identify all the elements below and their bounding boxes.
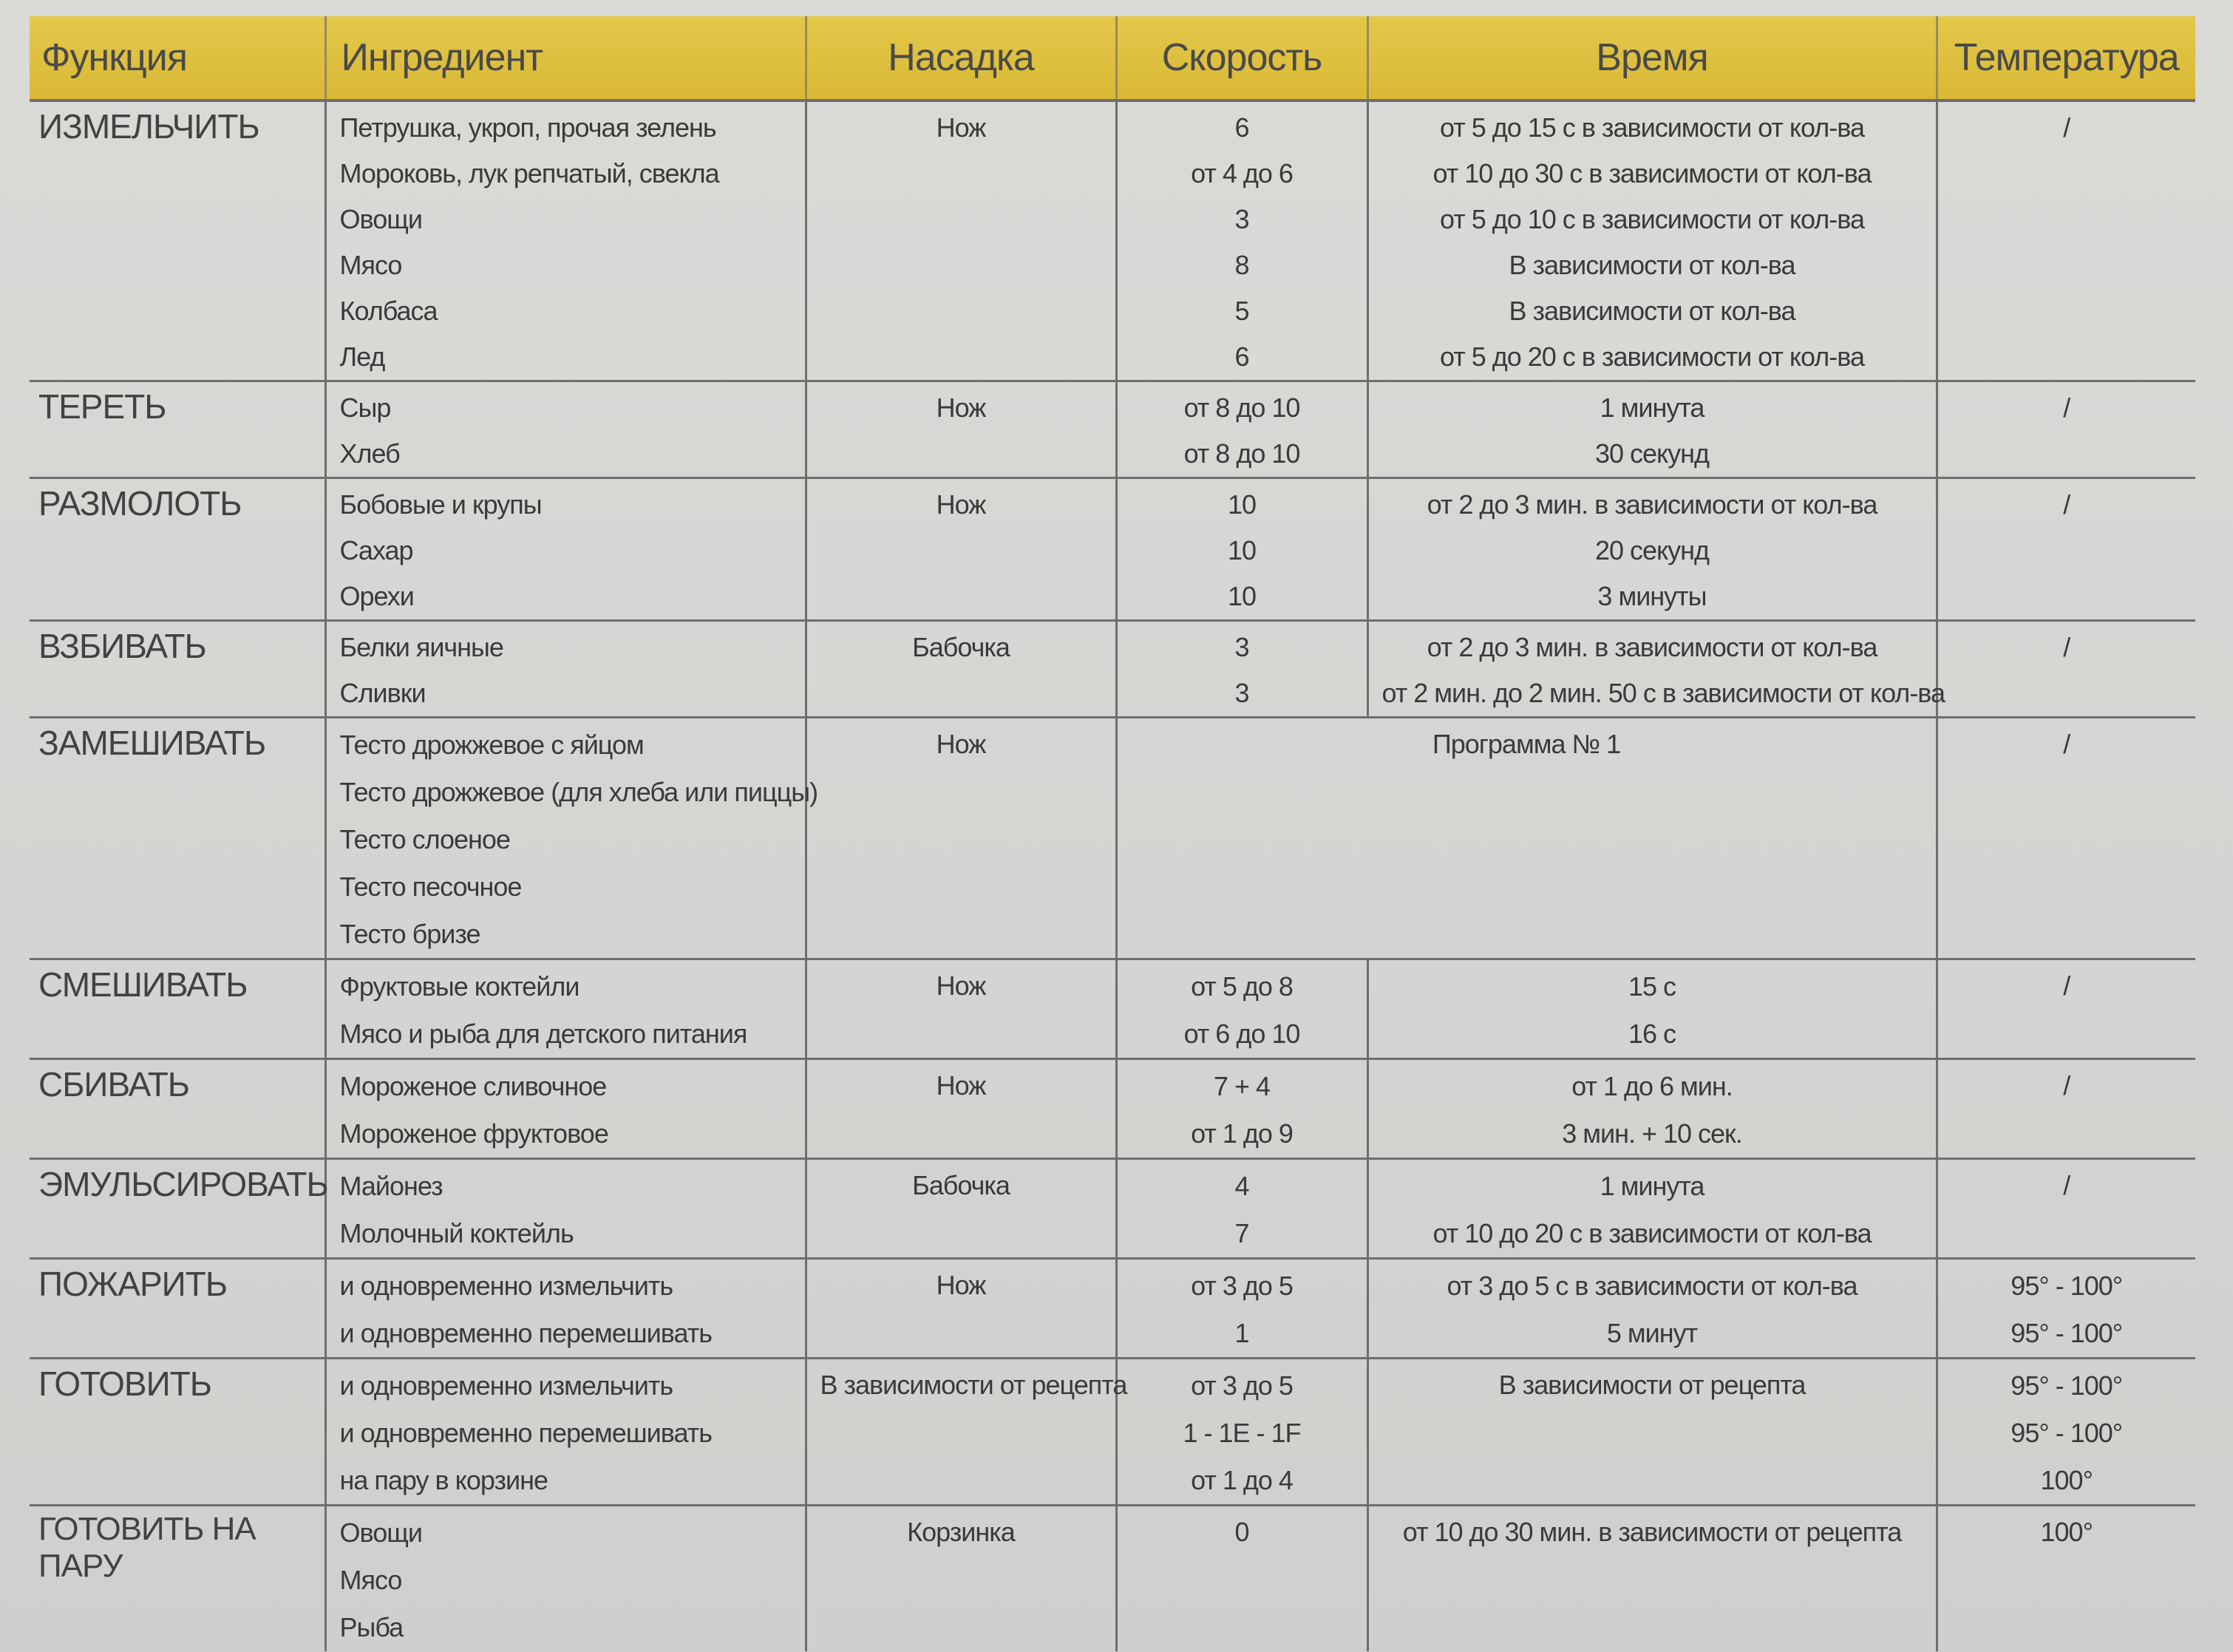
function-cell: ТЕРЕТЬ xyxy=(30,381,325,478)
ingredient: Бобовые и крупы xyxy=(339,489,542,520)
table-row xyxy=(30,101,2195,381)
function-cell: СМЕШИВАТЬ xyxy=(30,959,325,1059)
temperature-cell xyxy=(1937,1059,2195,1159)
temperature-cell xyxy=(1937,1506,2195,1652)
speed: 10 xyxy=(1227,489,1257,520)
ingredient: Рыба xyxy=(339,1612,404,1642)
speed-cell xyxy=(1116,959,1367,1059)
speed: от 6 до 10 xyxy=(1183,1019,1300,1049)
ingredient: Мороженое фруктовое xyxy=(339,1118,608,1149)
attachment-cell xyxy=(806,621,1116,718)
time-cell xyxy=(1367,1159,1937,1259)
speed: от 4 до 6 xyxy=(1191,158,1293,188)
time: В зависимости от кол-ва xyxy=(1509,296,1795,326)
table-row xyxy=(30,621,2195,718)
function-cell: ГОТОВИТЬ НА ПАРУ xyxy=(30,1506,325,1652)
ingredients-cell xyxy=(325,621,806,718)
time-cell xyxy=(1367,1059,1937,1159)
table-row xyxy=(30,1059,2195,1159)
ingredient: Мясо и рыба для детского питания xyxy=(339,1019,747,1049)
table-row xyxy=(30,478,2195,621)
time: от 2 до 3 мин. в зависимости от кол-ва xyxy=(1427,489,1877,520)
attachment-cell xyxy=(806,718,1116,959)
ingredients-cell xyxy=(325,1059,806,1159)
temperature: / xyxy=(2063,1170,2070,1200)
attachment: Корзинка xyxy=(907,1517,1015,1547)
time: от 1 до 6 мин. xyxy=(1571,1071,1733,1101)
function-cell: ЗАМЕШИВАТЬ xyxy=(30,718,325,959)
speed: 3 xyxy=(1234,632,1249,662)
time: В зависимости от рецепта xyxy=(1498,1370,1806,1400)
function-cell: РАЗМОЛОТЬ xyxy=(30,478,325,621)
function-cell: ПОЖАРИТЬ xyxy=(30,1259,325,1359)
speed: 7 + 4 xyxy=(1213,1071,1271,1101)
ingredients-cell xyxy=(325,718,818,959)
attachment: В зависимости от рецепта xyxy=(820,1370,1127,1400)
temperature-cell xyxy=(1937,381,2195,478)
ingredient: Сливки xyxy=(339,678,426,708)
attachment-cell xyxy=(806,959,1116,1059)
attachment: Нож xyxy=(936,1270,986,1300)
time-cell xyxy=(1367,1259,1937,1359)
header-function: Функция xyxy=(30,16,325,101)
speed: 3 xyxy=(1234,204,1249,234)
speed: 4 xyxy=(1234,1171,1249,1201)
table-row xyxy=(30,1159,2195,1259)
ingredient: Орехи xyxy=(339,581,414,611)
speed: 0 xyxy=(1234,1517,1249,1547)
attachment-cell xyxy=(806,1259,1116,1359)
time-cell xyxy=(1367,621,1945,718)
ingredients-cell xyxy=(325,1359,806,1506)
speed: 6 xyxy=(1234,341,1249,372)
time: от 2 до 3 мин. в зависимости от кол-ва xyxy=(1427,632,1877,662)
ingredient: Майонез xyxy=(339,1171,443,1201)
ingredient: Тесто дрожжевое с яйцом xyxy=(339,730,644,760)
ingredient: Тесто дрожжевое (для хлеба или пиццы) xyxy=(339,777,818,807)
ingredient: и одновременно перемешивать xyxy=(339,1418,712,1448)
temperature: / xyxy=(2063,632,2070,662)
table-row xyxy=(30,381,2195,478)
time-cell xyxy=(1367,478,1937,621)
speed: 5 xyxy=(1234,296,1249,326)
temperature: 95° - 100° xyxy=(2011,1418,2123,1448)
ingredients-cell xyxy=(325,478,806,621)
cooking-modes-table xyxy=(30,16,2195,1651)
time: от 10 до 20 с в зависимости от кол-ва xyxy=(1432,1218,1872,1248)
time: 15 с xyxy=(1628,971,1676,1002)
ingredient: Тесто слоеное xyxy=(339,824,510,854)
ingredient: Хлеб xyxy=(339,438,400,469)
speed: 3 xyxy=(1234,678,1249,708)
speed-cell xyxy=(1116,478,1367,621)
time: 3 минуты xyxy=(1597,581,1707,611)
function-cell: ЭМУЛЬСИРОВАТЬ xyxy=(30,1159,325,1259)
ingredients-cell xyxy=(325,1159,806,1259)
time: от 5 до 15 с в зависимости от кол-ва xyxy=(1439,112,1865,143)
ingredient: Мясо xyxy=(339,1565,402,1595)
speed: 8 xyxy=(1234,250,1249,280)
temperature-cell xyxy=(1937,621,2195,718)
table-row xyxy=(30,1259,2195,1359)
time-cell xyxy=(1367,381,1937,478)
time: 16 с xyxy=(1628,1019,1676,1049)
attachment: Нож xyxy=(936,729,986,759)
ingredients-cell xyxy=(325,959,806,1059)
header-speed: Скорость xyxy=(1116,16,1367,101)
attachment: Бабочка xyxy=(912,1170,1010,1200)
attachment-cell xyxy=(806,1059,1116,1159)
temperature-cell xyxy=(1937,478,2195,621)
function-cell: ГОТОВИТЬ xyxy=(30,1359,325,1506)
time: от 3 до 5 с в зависимости от кол-ва xyxy=(1447,1271,1858,1301)
attachment: Бабочка xyxy=(912,632,1010,662)
speed-cell xyxy=(1116,101,1367,381)
temperature-cell xyxy=(1937,101,2195,381)
ingredients-cell xyxy=(325,1259,806,1359)
ingredient: Молочный коктейль xyxy=(339,1218,574,1248)
time: 5 минут xyxy=(1606,1318,1698,1348)
table-row xyxy=(30,1506,2195,1652)
temperature: 100° xyxy=(2040,1465,2093,1495)
program-cell xyxy=(1116,718,1937,959)
time: 1 минута xyxy=(1600,392,1705,423)
speed: от 5 до 8 xyxy=(1191,971,1293,1002)
speed-cell xyxy=(1116,1506,1367,1652)
time-cell xyxy=(1367,101,1937,381)
program: Программа № 1 xyxy=(1432,729,1621,759)
speed-cell xyxy=(1116,1359,1367,1506)
ingredient: Овощи xyxy=(339,1517,422,1548)
attachment-cell xyxy=(806,1506,1116,1652)
temperature: / xyxy=(2063,729,2070,759)
time: от 5 до 20 с в зависимости от кол-ва xyxy=(1439,341,1865,372)
time-cell xyxy=(1367,1359,1937,1506)
temperature: / xyxy=(2063,489,2070,520)
time: 3 мин. + 10 сек. xyxy=(1562,1118,1742,1149)
speed: от 8 до 10 xyxy=(1183,392,1300,423)
temperature: 100° xyxy=(2040,1517,2093,1547)
ingredient: Мороженое сливочное xyxy=(339,1071,607,1101)
table-row xyxy=(30,959,2195,1059)
ingredient: Овощи xyxy=(339,204,422,234)
attachment: Нож xyxy=(936,1070,986,1101)
time: от 10 до 30 мин. в зависимости от рецепта xyxy=(1402,1517,1902,1547)
attachment: Нож xyxy=(936,489,986,520)
speed: от 3 до 5 xyxy=(1191,1370,1293,1401)
attachment: Нож xyxy=(936,392,986,423)
table-row xyxy=(30,1359,2195,1506)
time: В зависимости от кол-ва xyxy=(1509,250,1795,280)
speed: от 1 до 9 xyxy=(1191,1118,1293,1149)
ingredient: Мороковь, лук репчатый, свекла xyxy=(339,158,719,188)
function-cell: ВЗБИВАТЬ xyxy=(30,621,325,718)
header-time: Время xyxy=(1367,16,1937,101)
speed: 1 - 1E - 1F xyxy=(1183,1418,1301,1448)
speed: от 8 до 10 xyxy=(1183,438,1300,469)
attachment-cell xyxy=(806,1159,1116,1259)
temperature-cell xyxy=(1937,718,2195,959)
header-ingredient: Ингредиент xyxy=(325,16,806,101)
temperature-cell xyxy=(1937,1159,2195,1259)
ingredient: Тесто песочное xyxy=(339,871,522,902)
speed: 10 xyxy=(1227,535,1257,565)
time: от 5 до 10 с в зависимости от кол-ва xyxy=(1439,204,1865,234)
speed-cell xyxy=(1116,1059,1367,1159)
temperature-cell xyxy=(1937,959,2195,1059)
ingredient: Колбаса xyxy=(339,296,438,326)
time-cell xyxy=(1367,959,1937,1059)
time-cell xyxy=(1367,1506,1937,1652)
ingredient: Сахар xyxy=(339,535,413,565)
attachment: Нож xyxy=(936,971,986,1001)
attachment-cell xyxy=(806,101,1116,381)
speed: 6 xyxy=(1234,112,1249,143)
temperature: / xyxy=(2063,971,2070,1001)
speed: от 1 до 4 xyxy=(1191,1465,1293,1495)
ingredient: Сыр xyxy=(339,392,391,423)
speed: 7 xyxy=(1234,1218,1249,1248)
ingredient: и одновременно измельчить xyxy=(339,1271,673,1301)
attachment-cell xyxy=(806,478,1116,621)
speed-cell xyxy=(1116,381,1367,478)
attachment-cell xyxy=(806,1359,1127,1506)
temperature: 95° - 100° xyxy=(2011,1318,2123,1348)
speed: 1 xyxy=(1234,1318,1249,1348)
time: от 10 до 30 с в зависимости от кол-ва xyxy=(1432,158,1872,188)
function-cell: СБИВАТЬ xyxy=(30,1059,325,1159)
temperature: 95° - 100° xyxy=(2011,1271,2123,1301)
speed: от 3 до 5 xyxy=(1191,1271,1293,1301)
header-temperature: Температура xyxy=(1937,16,2195,101)
temperature: / xyxy=(2063,1070,2070,1101)
speed-cell xyxy=(1116,1159,1367,1259)
ingredient: Тесто бризе xyxy=(339,919,480,949)
function-cell: ИЗМЕЛЬЧИТЬ xyxy=(30,101,325,381)
ingredients-cell xyxy=(325,101,806,381)
ingredient: Белки яичные xyxy=(339,632,503,662)
ingredient: Петрушка, укроп, прочая зелень xyxy=(339,112,716,143)
attachment: Нож xyxy=(936,112,986,143)
time: 1 минута xyxy=(1600,1171,1705,1201)
header-row xyxy=(30,16,2195,101)
header-attachment: Насадка xyxy=(806,16,1116,101)
ingredient: и одновременно перемешивать xyxy=(339,1318,712,1348)
ingredient: Лед xyxy=(339,341,385,372)
temperature: / xyxy=(2063,392,2070,423)
ingredient: и одновременно измельчить xyxy=(339,1370,673,1401)
ingredient: Мясо xyxy=(339,250,402,280)
temperature-cell xyxy=(1937,1259,2195,1359)
ingredient: на пару в корзине xyxy=(339,1465,548,1495)
ingredient: Фруктовые коктейли xyxy=(339,971,580,1002)
attachment-cell xyxy=(806,381,1116,478)
speed-cell xyxy=(1116,1259,1367,1359)
time: 20 секунд xyxy=(1594,535,1710,565)
table-row xyxy=(30,718,2195,959)
ingredients-cell xyxy=(325,1506,806,1652)
time: от 2 мин. до 2 мин. 50 с в зависимости от кол-ва xyxy=(1381,678,1945,708)
temperature-cell xyxy=(1937,1359,2195,1506)
ingredients-cell xyxy=(325,381,806,478)
temperature: / xyxy=(2063,112,2070,143)
speed-cell xyxy=(1116,621,1367,718)
speed: 10 xyxy=(1227,581,1257,611)
time: 30 секунд xyxy=(1594,438,1710,469)
temperature: 95° - 100° xyxy=(2011,1370,2123,1401)
